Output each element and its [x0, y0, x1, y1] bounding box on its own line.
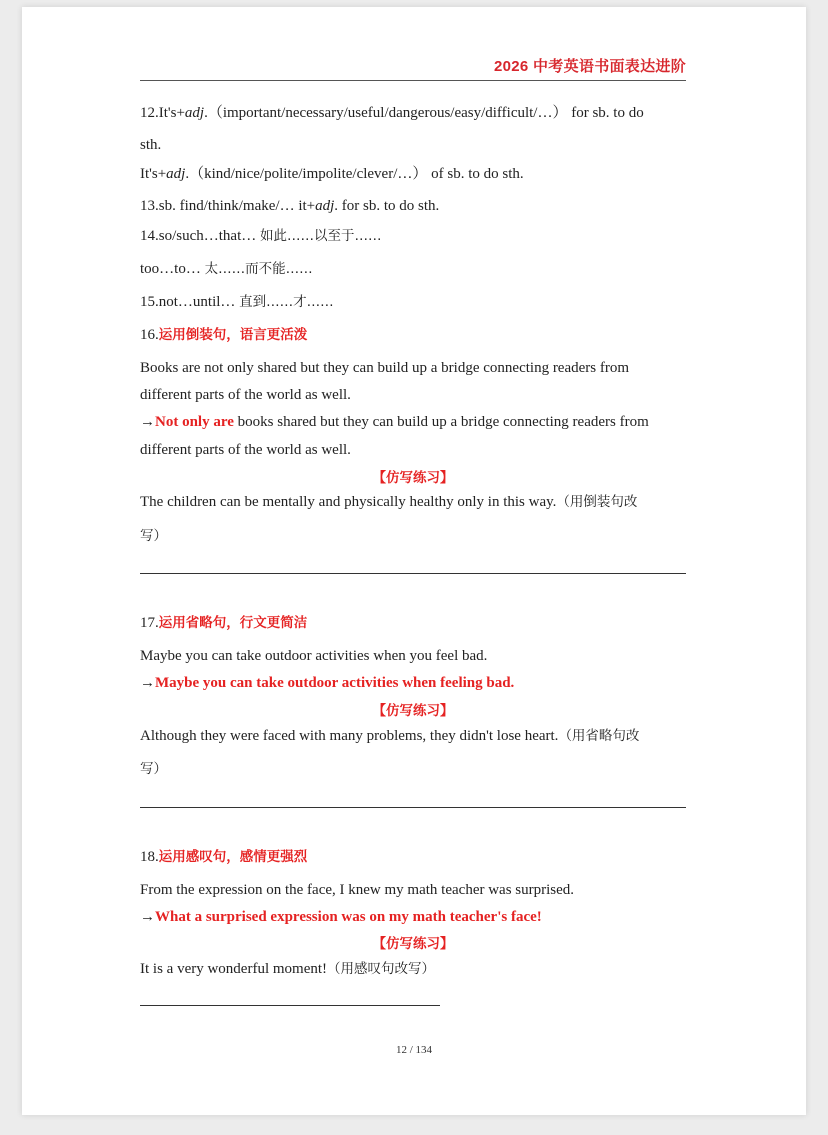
item-13: 13.sb. find/think/make/… it+adj. for sb. to do sth. [140, 198, 440, 214]
section-18-answer-blank[interactable] [140, 1005, 440, 1006]
section-18-rewrite: →What a surprised expression was on my math teacher's face! [140, 909, 542, 925]
section-17-answer-blank[interactable] [140, 807, 686, 808]
section-16-original-1: Books are not only shared but they can build up a bridge connecting readers from [140, 360, 630, 376]
item-14-line-2: too…to… 太……而不能…… [140, 261, 313, 277]
section-18-heading: 18.运用感叹句，感情更强烈 [140, 849, 308, 865]
section-16-practice-label: 【仿写练习】 [372, 470, 454, 486]
section-17-exercise-1: Although they were faced with many problems, they didn't lose heart.（用省略句改 [140, 728, 640, 744]
item-12-line-2: sth. [140, 137, 162, 153]
section-18-practice-label: 【仿写练习】 [372, 936, 454, 952]
section-18-exercise: It is a very wonderful moment!（用感叹句改写） [140, 961, 436, 977]
arrow-icon: → [140, 675, 155, 691]
section-16-exercise-1: The children can be mentally and physically healthy only in this way.（用倒装句改 [140, 494, 638, 510]
arrow-icon: → [140, 414, 155, 430]
item-12-line-1: 12.It's+adj.（important/necessary/useful/dangerous/easy/difficult/…） for sb. to do [140, 105, 644, 121]
item-12-line-3: It's+adj.（kind/nice/polite/impolite/clever/…） of sb. to do sth. [140, 166, 524, 182]
section-16-answer-blank[interactable] [140, 573, 686, 574]
section-16-original-2: different parts of the world as well. [140, 387, 351, 403]
running-header: 2026 中考英语书面表达进阶 [493, 58, 686, 75]
section-17-heading: 17.运用省略句，行文更简洁 [140, 615, 308, 631]
section-16-rewrite-1: →Not only are books shared but they can build up a bridge connecting readers from [140, 414, 649, 430]
header-rule [140, 80, 686, 81]
section-17-rewrite: →Maybe you can take outdoor activities when feeling bad. [140, 675, 515, 691]
section-16-exercise-2: 写） [140, 528, 167, 544]
section-17-exercise-2: 写） [140, 761, 167, 777]
item-15: 15.not…until… 直到……才…… [140, 294, 334, 310]
document-page [22, 7, 806, 1115]
section-16-heading: 16.运用倒装句，语言更活泼 [140, 327, 308, 343]
page-number: 12 / 134 [395, 1044, 433, 1056]
item-14-line-1: 14.so/such…that… 如此……以至于…… [140, 228, 382, 244]
section-18-original: From the expression on the face, I knew my math teacher was surprised. [140, 882, 575, 898]
arrow-icon: → [140, 909, 155, 925]
section-17-practice-label: 【仿写练习】 [372, 703, 454, 719]
section-16-rewrite-2: different parts of the world as well. [140, 442, 351, 458]
section-17-original: Maybe you can take outdoor activities when you feel bad. [140, 648, 488, 664]
